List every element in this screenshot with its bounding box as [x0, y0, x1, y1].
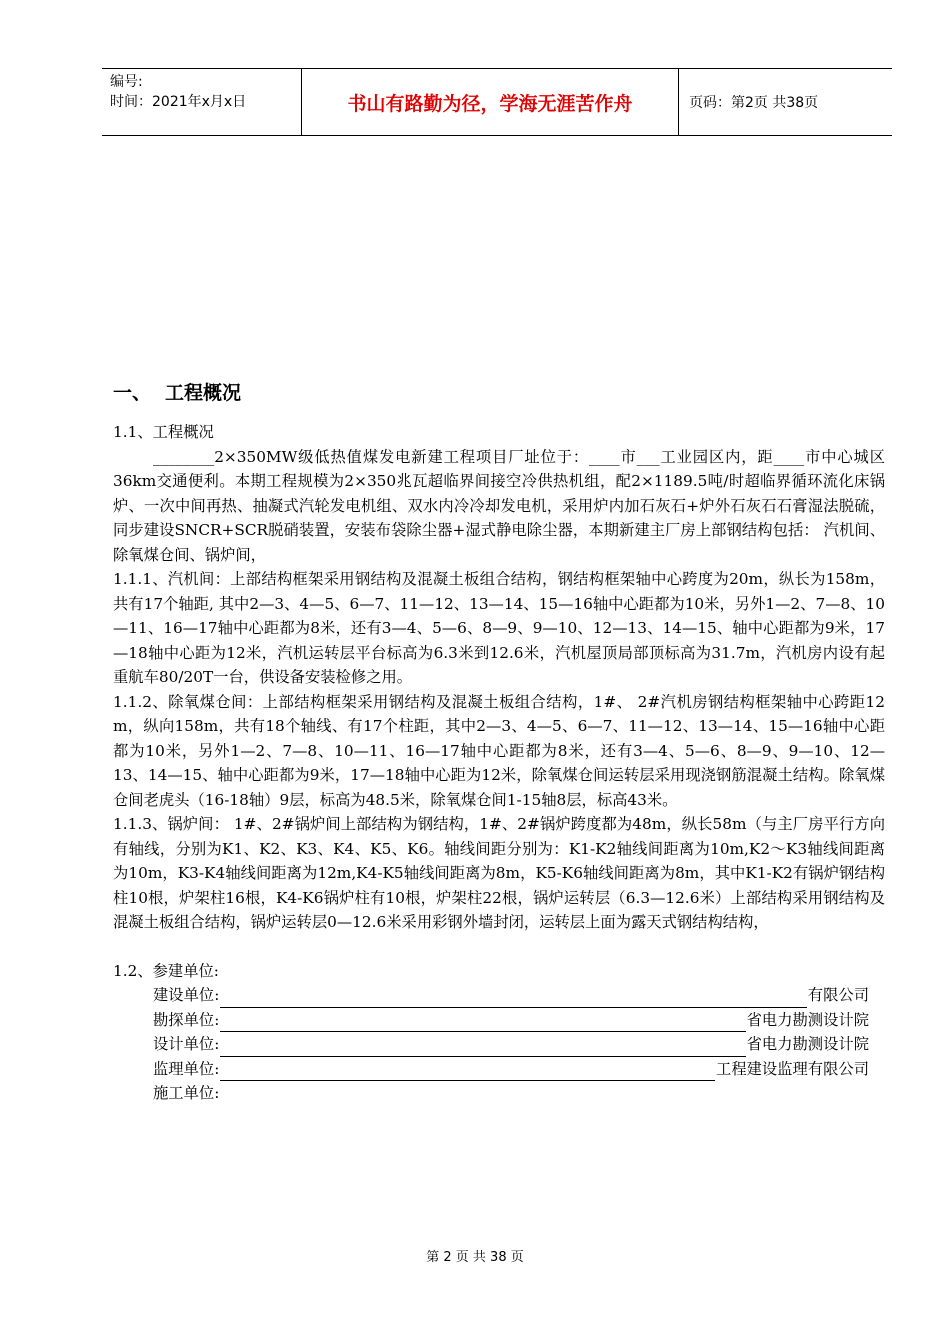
fill-in-line	[220, 1038, 745, 1057]
paragraph-overview: ________2×350MW级低热值煤发电新建工程项目厂址位于：____市___工业园区内，距____市中心城区36km交通便利。本期工程规模为2×350兆瓦超临界间接空冷供热机组，配2×1189.5吨/时超临界循环流化床锅炉、一次中间再热、抽凝式汽轮发电机组、双水内冷冷却发电机，采用炉内加石灰石+炉外石灰石石膏湿法脱硫，同步建设SNCR+SCR脱硝装置，安装布袋除尘器+湿式静电除尘器，本期新建主厂房上部钢结构包括： 汽机间、除氧煤仓间、锅炉间，	[113, 447, 885, 564]
fill-in-line	[220, 989, 806, 1008]
document-time: 时间：2021年x月x日	[110, 94, 247, 110]
fill-in-line	[220, 1013, 745, 1032]
participant-row-owner	[153, 983, 869, 1008]
paragraph-1-1-heading: 1.1、工程概况	[113, 423, 214, 441]
paragraph-deaerator-bunker: 1.1.2、除氧煤仓间：上部结构框架采用钢结构及混凝土板组合结构，1#、 2#汽机房钢结构框架轴中心跨距12 m，纵向158m，共有18个轴线、有17个柱距，其中2—3、4—5、6—7、11—12、13—14、15—16轴中心距都为10米，另外1—2、7—8、10—11、16—17轴中心距都为8米，还有3—4、5—6、8—9、9—10、12—13、14—15、轴中心距都为9米，17—18轴中心距为12米，除氧煤仓间运转层采用现浇钢筋混凝土结构。除氧煤仓间老虎头（16-18轴）9层，标高为48.5米，除氧煤仓间1-15轴8层，标高43米。	[113, 692, 885, 809]
section-title-text: 工程概况	[165, 382, 242, 404]
header-meta	[102, 69, 302, 135]
participant-row-survey	[153, 1008, 869, 1033]
participant-label: 建设单位:	[153, 986, 220, 1004]
participant-label: 设计单位:	[153, 1035, 220, 1053]
participant-suffix: 有限公司	[807, 986, 869, 1004]
participant-label: 监理单位:	[153, 1059, 220, 1078]
participant-row-design	[153, 1032, 869, 1057]
paragraph-turbine-hall: 1.1.1、汽机间：上部结构框架采用钢结构及混凝土板组合结构，钢结构框架轴中心跨度为20m，纵长为158m，共有17个轴距, 其中2—3、4—5、6—7、11—12、13—14、15—16轴中心距都为10米，另外1—2、7—8、10—11、16—17轴中心距都为8米，还有3—4、5—6、8—9、9—10、12—13、14—15、轴中心距都为9米，17—18轴中心距为12米，汽机运转层平台标高为6.3米到12.6米，汽机屋顶局部顶标高为31.7m，汽机房内设有起重航车80/20T一台，供设备安装检修之用。	[113, 570, 885, 686]
document-header	[102, 68, 892, 136]
participant-suffix: 省电力勘测设计院	[746, 1010, 869, 1029]
participant-label: 施工单位:	[153, 1084, 220, 1102]
participant-suffix: 工程建设监理有限公司	[716, 1059, 869, 1078]
participant-row-supervision	[153, 1057, 869, 1082]
participants-heading: 1.2、参建单位:	[113, 961, 219, 980]
paragraph-boiler-room: 1.1.3、锅炉间： 1#、2#锅炉间上部结构为钢结构，1#、2#锅炉跨度都为48m，纵长58m（与主厂房平行方向有轴线，分别为K1、K2、K3、K4、K5、K6。轴线间距分别为：K1-K2轴线间距离为10m,K2～K3轴线间距离为10m，K3-K4轴线间距离为12m,K4-K5轴线间距离为8m，K5-K6轴线间距离为8m，其中K1-K2有锅炉钢结构柱10根，炉架柱16根，K4-K6锅炉柱有10根，炉架柱22根，锅炉运转层（6.3—12.6米）上部结构采用钢结构及混凝土板组合结构，锅炉运转层0—12.6米采用彩钢外墙封闭，运转层上面为露天式钢结构结构，	[113, 815, 885, 931]
section-title	[113, 378, 241, 405]
document-body	[113, 420, 885, 1106]
participant-label: 勘探单位:	[153, 1010, 220, 1029]
section-number: 一、	[113, 382, 152, 404]
document-number-label: 编号:	[110, 74, 143, 90]
page-footer: 第 2 页 共 38 页	[426, 1250, 524, 1265]
paragraph-spacer	[113, 935, 885, 959]
fill-in-line	[220, 1062, 715, 1081]
participant-suffix: 省电力勘测设计院	[746, 1035, 869, 1053]
header-page-info: 页码：第2页 共38页	[689, 95, 819, 111]
header-motto: 书山有路勤为径，学海无涯苦作舟	[302, 69, 679, 135]
participant-row-construction	[153, 1081, 869, 1106]
